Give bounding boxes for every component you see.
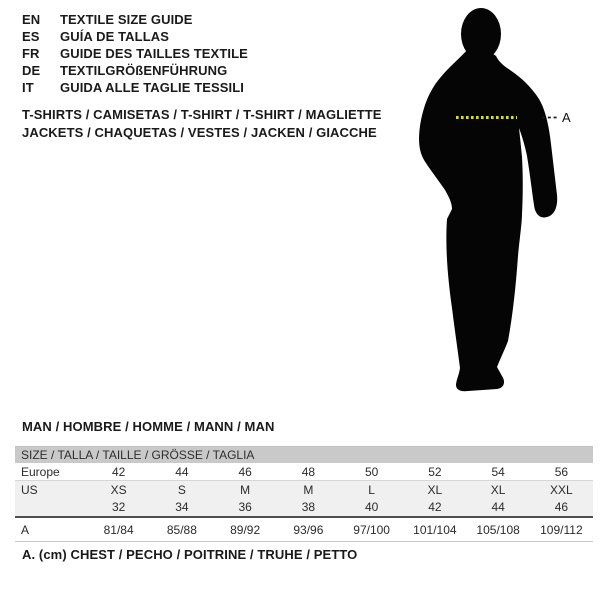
- row-label: A: [15, 517, 87, 542]
- silhouette-body: [419, 48, 557, 391]
- size-cell: 101/104: [403, 517, 466, 542]
- size-cell: 97/100: [340, 517, 403, 542]
- category-jackets: JACKETS / CHAQUETAS / VESTES / JACKEN / GIACCHE: [22, 125, 377, 140]
- size-cell: XXL: [530, 481, 593, 499]
- table-row-us: [15, 481, 593, 499]
- size-cell: 32: [87, 498, 150, 517]
- size-cell: 44: [150, 463, 213, 481]
- category-tshirts: T-SHIRTS / CAMISETAS / T-SHIRT / T-SHIRT / MAGLIETTE: [22, 107, 382, 122]
- size-cell: M: [277, 481, 340, 499]
- language-row: [22, 62, 248, 79]
- size-table-header: SIZE / TALLA / TAILLE / GRÖSSE / TAGLIA: [15, 447, 593, 464]
- size-cell: 40: [340, 498, 403, 517]
- language-label: GUIDE DES TAILLES TEXTILE: [60, 46, 248, 61]
- size-cell: 34: [150, 498, 213, 517]
- language-code: FR: [22, 46, 40, 61]
- size-cell: 42: [403, 498, 466, 517]
- language-label: GUÍA DE TALLAS: [60, 29, 170, 44]
- language-label: TEXTILE SIZE GUIDE: [60, 12, 193, 27]
- language-row: [22, 45, 248, 62]
- row-label: Europe: [15, 463, 87, 481]
- language-code: DE: [22, 63, 41, 78]
- language-label: TEXTILGRÖßENFÜHRUNG: [60, 63, 228, 78]
- table-row-europe: [15, 463, 593, 481]
- language-code: EN: [22, 12, 41, 27]
- size-cell: 89/92: [214, 517, 277, 542]
- language-row: [22, 11, 248, 28]
- size-table: [15, 446, 593, 542]
- size-cell: 52: [403, 463, 466, 481]
- size-cell: 38: [277, 498, 340, 517]
- size-cell: XL: [403, 481, 466, 499]
- size-cell: M: [214, 481, 277, 499]
- language-label: GUIDA ALLE TAGLIE TESSILI: [60, 80, 245, 95]
- size-cell: XS: [87, 481, 150, 499]
- size-cell: 46: [530, 498, 593, 517]
- size-cell: 42: [87, 463, 150, 481]
- size-cell: 50: [340, 463, 403, 481]
- size-cell: 81/84: [87, 517, 150, 542]
- table-row-chest-cm: [15, 517, 593, 542]
- size-cell: XL: [467, 481, 530, 499]
- measure-label-a: A: [562, 110, 571, 125]
- language-list: [22, 11, 248, 96]
- language-code: ES: [22, 29, 40, 44]
- language-row: [22, 79, 248, 96]
- row-label: US: [15, 481, 87, 499]
- size-cell: 48: [277, 463, 340, 481]
- size-cell: 56: [530, 463, 593, 481]
- size-cell: 85/88: [150, 517, 213, 542]
- size-cell: 44: [467, 498, 530, 517]
- size-cell: 109/112: [530, 517, 593, 542]
- row-label: [15, 498, 87, 517]
- size-cell: 36: [214, 498, 277, 517]
- size-cell: L: [340, 481, 403, 499]
- measurement-footnote: A. (cm) CHEST / PECHO / POITRINE / TRUHE / PETTO: [22, 547, 358, 562]
- table-row-numeric: [15, 498, 593, 517]
- size-cell: 105/108: [467, 517, 530, 542]
- size-cell: 46: [214, 463, 277, 481]
- language-row: [22, 28, 248, 45]
- man-silhouette-figure: [388, 0, 600, 400]
- size-table-header-row: [15, 447, 593, 464]
- size-cell: S: [150, 481, 213, 499]
- language-code: IT: [22, 80, 34, 95]
- size-cell: 54: [467, 463, 530, 481]
- size-cell: 93/96: [277, 517, 340, 542]
- section-title-man: MAN / HOMBRE / HOMME / MANN / MAN: [22, 419, 275, 434]
- garment-categories: [22, 106, 382, 142]
